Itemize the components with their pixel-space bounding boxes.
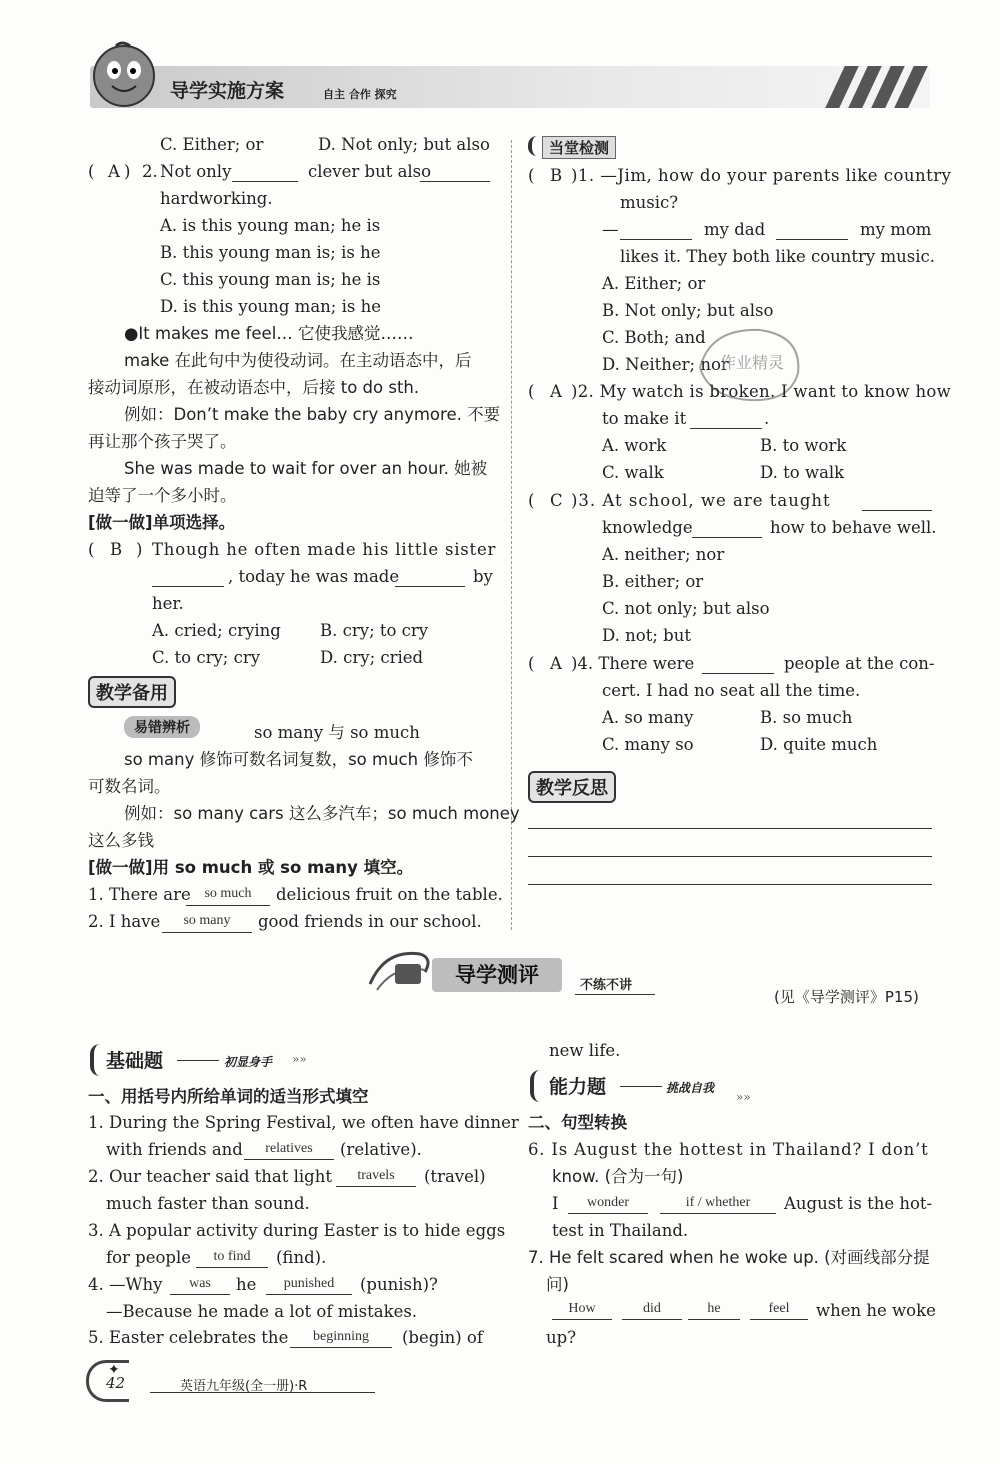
question-text: Not only xyxy=(160,162,232,181)
option-d: D. not; but xyxy=(602,626,691,645)
header-subtitle: 自主 合作 探究 xyxy=(323,88,397,101)
footer-line xyxy=(150,1392,375,1393)
fill-answer: beginning xyxy=(313,1329,369,1344)
reflect-line xyxy=(528,884,932,885)
question-text: much faster than sound. xyxy=(106,1194,310,1213)
answer-mark: A xyxy=(550,382,562,401)
fill-answer: did xyxy=(643,1301,661,1316)
confuse-text: so many 修饰可数名词复数，so much 修饰不 xyxy=(124,750,473,769)
question-text: (begin) of xyxy=(402,1328,483,1347)
question-text: (punish)? xyxy=(360,1275,438,1294)
blank-line xyxy=(170,1294,230,1295)
grammar-example: She was made to wait for over an hour. 她被 xyxy=(124,459,488,478)
grammar-example: 例如：Don’t make the baby cry anymore. 不要 xyxy=(124,405,501,424)
blank-line xyxy=(196,1267,268,1268)
confuse-title: so many 与 so much xyxy=(254,723,420,742)
blank-line xyxy=(186,905,270,906)
question-text: 问) xyxy=(546,1275,569,1294)
question-text: (travel) xyxy=(424,1167,486,1186)
fill-answer: relatives xyxy=(265,1141,313,1156)
stamp-text: 作业精灵 xyxy=(720,353,785,372)
question-text: )2. My watch is broken. I want to know how xyxy=(571,382,952,401)
question-text: I xyxy=(552,1194,559,1213)
star-icon: ✦ xyxy=(108,1362,120,1378)
question-text: when he woke xyxy=(816,1301,936,1320)
blank-line xyxy=(776,239,848,240)
blank-line xyxy=(568,1213,648,1214)
mascot-icon xyxy=(84,40,164,112)
blank-line xyxy=(660,1213,776,1214)
question-text: hardworking. xyxy=(160,189,273,208)
reflect-line xyxy=(528,856,932,857)
blank-line xyxy=(290,1347,392,1348)
arrow-icon: »» xyxy=(292,1052,307,1066)
section-heading: 一、用括号内所给单词的适当形式填空 xyxy=(88,1087,369,1106)
fill-text: 2. I have xyxy=(88,912,161,931)
question-text: likes it. They both like country music. xyxy=(620,247,935,266)
question-number: 2. xyxy=(142,162,158,181)
section-mark-icon xyxy=(530,1070,550,1102)
option-b: B. to work xyxy=(760,436,847,455)
header-title: 导学实施方案 xyxy=(170,80,285,102)
grammar-text: make 在此句中为使役动词。在主动语态中，后 xyxy=(124,351,472,370)
blank-line xyxy=(702,673,774,674)
fill-answer: if / whether xyxy=(685,1195,751,1210)
banner-line xyxy=(575,994,655,995)
grammar-example: 迫等了一个多小时。 xyxy=(88,486,237,505)
question-text: 6. Is August the hottest in Thailand? I don’t xyxy=(528,1140,929,1159)
blank-line xyxy=(622,1319,682,1320)
question-text: — xyxy=(602,220,619,239)
question-paren: ) xyxy=(136,540,143,559)
question-paren: ( xyxy=(88,540,95,559)
blank-line xyxy=(420,181,490,182)
option-a: A. Either; or xyxy=(602,274,706,293)
blank-line xyxy=(232,181,298,182)
option-d: D. quite much xyxy=(760,735,878,754)
question-text: he xyxy=(236,1275,257,1294)
question-text: knowledge xyxy=(602,518,693,537)
fill-answer: was xyxy=(189,1276,211,1291)
fill-text: delicious fruit on the table. xyxy=(276,885,503,904)
question-text: music? xyxy=(620,193,679,212)
question-text: know. (合为一句) xyxy=(552,1167,684,1186)
question-text: new life. xyxy=(549,1041,621,1060)
fill-answer: wonder xyxy=(587,1195,629,1210)
question-text: clever but also xyxy=(308,162,432,181)
fill-answer: punished xyxy=(283,1276,335,1291)
fill-answer: he xyxy=(707,1301,721,1316)
page-number: 42 xyxy=(106,1374,126,1392)
option-b: B. either; or xyxy=(602,572,704,591)
option-c: C. Either; or xyxy=(160,135,264,154)
question-paren: ) xyxy=(124,162,131,181)
blank-line xyxy=(336,1186,416,1187)
option-a: A. so many xyxy=(602,708,694,727)
banner-swirl-icon xyxy=(365,944,435,1000)
confuse-badge: 易错辨析 xyxy=(124,716,200,738)
book-title: 英语九年级(全一册)·R xyxy=(180,1379,308,1394)
question-text: August is the hot- xyxy=(784,1194,933,1213)
banner-tag: 不练不讲 xyxy=(580,978,633,993)
blank-line xyxy=(688,1319,740,1320)
question-text: )4. There were xyxy=(571,654,695,673)
blank-line xyxy=(244,1159,334,1160)
option-d: D. Neither; nor xyxy=(602,355,729,374)
question-text: to make it xyxy=(602,409,687,428)
question-text: 5. Easter celebrates the xyxy=(88,1328,289,1347)
banner-title: 导学测评 xyxy=(432,958,562,992)
answer-mark: B xyxy=(550,166,563,185)
reflect-badge: 教学反思 xyxy=(528,771,616,803)
blank-line xyxy=(620,239,692,240)
fill-answer: travels xyxy=(357,1168,395,1183)
option-c: C. Both; and xyxy=(602,328,706,347)
task-label: [做一做]单项选择。 xyxy=(88,513,236,532)
fill-answer: so much xyxy=(204,886,252,901)
option-c: C. to cry; cry xyxy=(152,648,261,667)
question-text: —Because he made a lot of mistakes. xyxy=(106,1302,418,1321)
blank-line xyxy=(750,1319,808,1320)
question-text: 7. He felt scared when he woke up. (对画线部分提 xyxy=(528,1248,930,1267)
basic-title: 基础题 xyxy=(106,1050,164,1072)
option-b: B. so much xyxy=(760,708,853,727)
question-text: 1. During the Spring Festival, we often have dinner xyxy=(88,1113,519,1132)
question-text: up? xyxy=(546,1328,577,1347)
answer-mark: B xyxy=(110,540,123,559)
option-a: A. work xyxy=(602,436,667,455)
question-text: with friends and xyxy=(106,1140,243,1159)
question-text: (relative). xyxy=(340,1140,422,1159)
question-text: my mom xyxy=(860,220,932,239)
confuse-text: 可数名词。 xyxy=(88,777,171,796)
blank-line xyxy=(692,537,762,538)
blank-line xyxy=(152,586,224,587)
question-text: )1. —Jim, how do your parents like country xyxy=(571,166,952,185)
reflect-line xyxy=(528,828,932,829)
confuse-example: 例如：so many cars 这么多汽车；so much money xyxy=(124,804,520,823)
question-text: . xyxy=(764,409,770,428)
question-paren: ( xyxy=(528,166,535,185)
fill-text: 1. There are xyxy=(88,885,191,904)
question-text: by xyxy=(473,567,493,586)
question-text: test in Thailand. xyxy=(552,1221,689,1240)
section-badge: 当堂检测 xyxy=(542,136,616,159)
option-a: A. cried; crying xyxy=(152,621,281,640)
ability-title: 能力题 xyxy=(549,1076,607,1098)
question-paren: ( xyxy=(88,162,95,181)
question-text: , today he was made xyxy=(228,567,400,586)
grammar-example: 再让那个孩子哭了。 xyxy=(88,432,237,451)
section-heading: 二、句型转换 xyxy=(528,1113,627,1132)
ability-subtitle: 挑战自我 xyxy=(666,1081,715,1095)
fill-answer: so many xyxy=(183,913,231,928)
blank-line xyxy=(690,428,762,429)
confuse-example: 这么多钱 xyxy=(88,831,154,850)
answer-mark: A xyxy=(550,654,562,673)
question-text: cert. I had no seat all the time. xyxy=(602,681,861,700)
blank-line xyxy=(552,1319,612,1320)
basic-subtitle: 初显身手 xyxy=(224,1055,273,1069)
grammar-heading: ●It makes me feel… 它使我感觉…… xyxy=(124,324,414,343)
fill-text: good friends in our school. xyxy=(258,912,482,931)
option-c: C. many so xyxy=(602,735,694,754)
option-a: A. is this young man; he is xyxy=(160,216,381,235)
question-text: people at the con- xyxy=(784,654,935,673)
fill-answer: to find xyxy=(213,1249,251,1264)
arrow-icon: »» xyxy=(736,1090,751,1104)
blank-line xyxy=(162,932,252,933)
blank-line xyxy=(266,1294,352,1295)
title-dash xyxy=(620,1086,662,1087)
option-b: B. cry; to cry xyxy=(320,621,429,640)
task-label: [做一做]用 so much 或 so many 填空。 xyxy=(88,858,414,877)
blank-line xyxy=(862,510,932,511)
blank-line xyxy=(395,586,465,587)
option-c: C. not only; but also xyxy=(602,599,770,618)
question-text: how to behave well. xyxy=(770,518,937,537)
option-d: D. cry; cried xyxy=(320,648,424,667)
question-text: Though he often made his little sister xyxy=(152,540,497,559)
question-text: (find). xyxy=(276,1248,327,1267)
question-paren: ( xyxy=(528,491,535,510)
option-d: D. to walk xyxy=(760,463,845,482)
question-text: )3. At school, we are taught xyxy=(571,491,831,510)
banner-reference: (见《导学测评》P15) xyxy=(774,988,919,1006)
option-c: C. walk xyxy=(602,463,664,482)
option-d: D. is this young man; is he xyxy=(160,297,381,316)
title-dash xyxy=(177,1060,219,1061)
option-b: B. this young man is; is he xyxy=(160,243,381,262)
answer-mark: C xyxy=(550,491,563,510)
question-text: 4. —Why xyxy=(88,1275,163,1294)
question-text: her. xyxy=(152,594,184,613)
teach-badge: 教学备用 xyxy=(88,676,176,708)
grammar-text: 接动词原形，在被动语态中，后接 to do sth. xyxy=(88,378,420,397)
answer-mark: A xyxy=(108,162,120,181)
fill-answer: feel xyxy=(768,1301,790,1316)
question-text: my dad xyxy=(704,220,766,239)
question-text: 3. A popular activity during Easter is to hide eggs xyxy=(88,1221,506,1240)
option-a: A. neither; nor xyxy=(602,545,725,564)
option-d: D. Not only; but also xyxy=(318,135,490,154)
fill-answer: How xyxy=(568,1301,596,1316)
question-text: 2. Our teacher said that light xyxy=(88,1167,333,1186)
option-c: C. this young man is; he is xyxy=(160,270,381,289)
question-text: for people xyxy=(106,1248,192,1267)
option-b: B. Not only; but also xyxy=(602,301,774,320)
question-paren: ( xyxy=(528,654,535,673)
question-paren: ( xyxy=(528,382,535,401)
